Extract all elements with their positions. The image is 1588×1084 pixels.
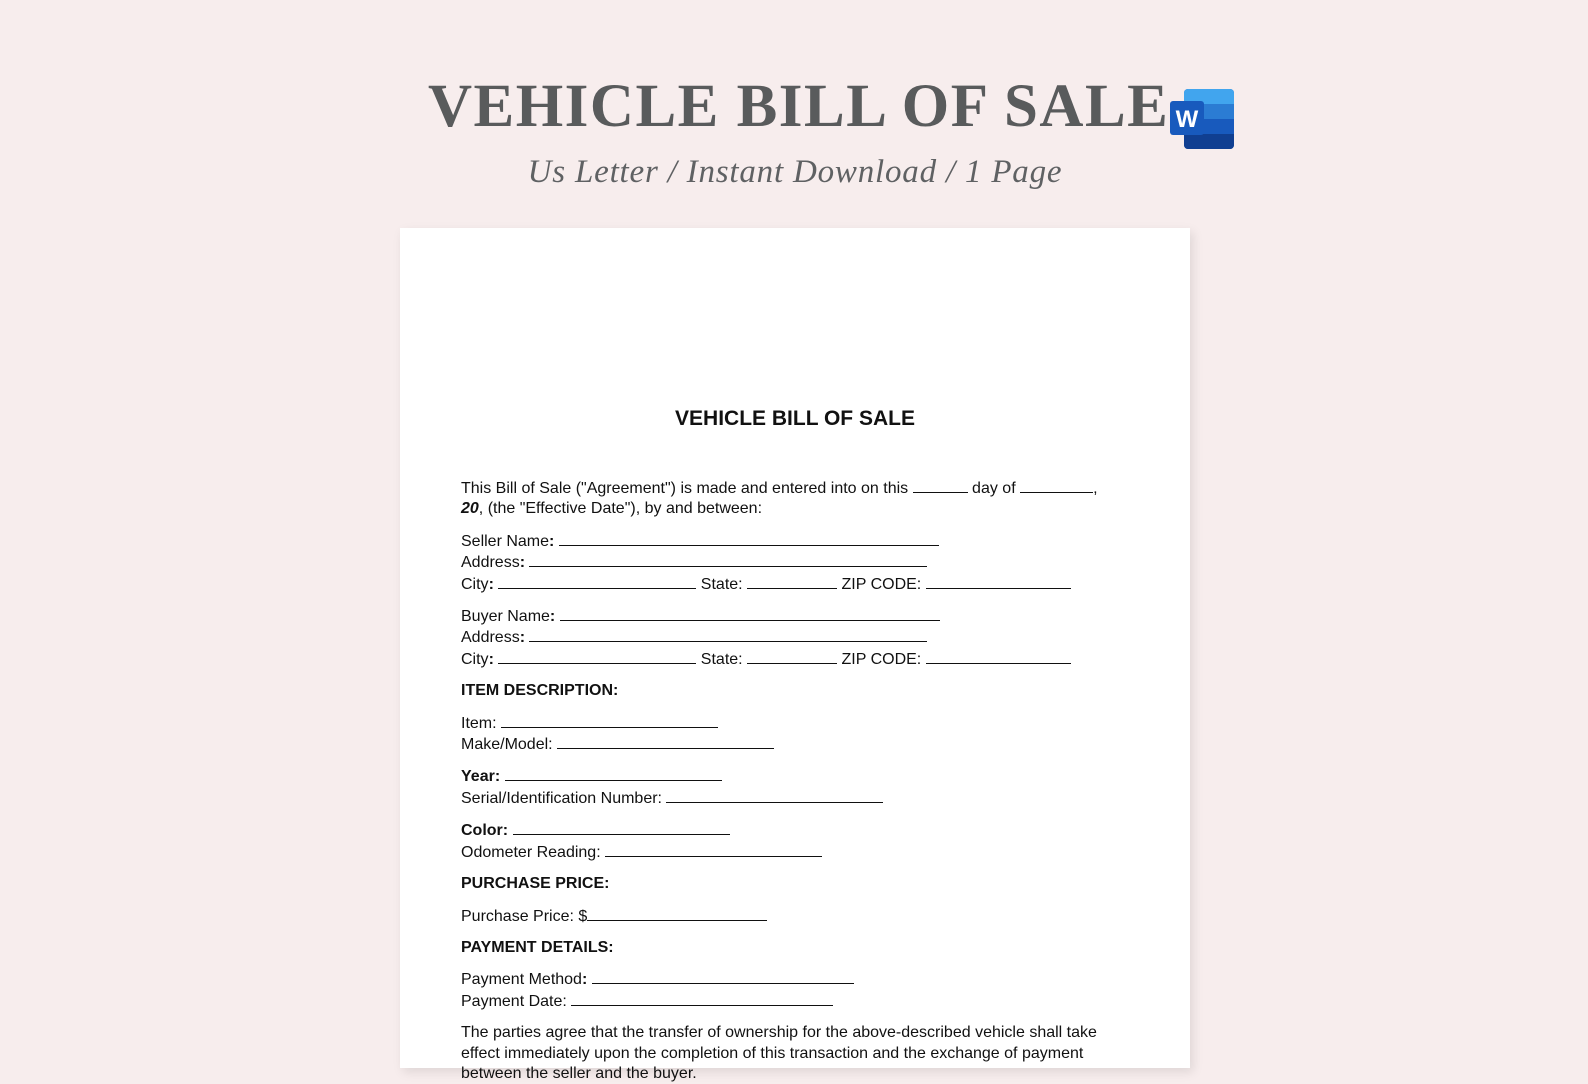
payment-date-blank xyxy=(571,991,833,1006)
purchase-price-blank xyxy=(587,906,767,921)
intro-line-2: 20, (the "Effective Date"), by and between: xyxy=(461,500,763,518)
serial-blank xyxy=(666,788,883,803)
item-blank xyxy=(501,713,718,728)
buyer-address-blank xyxy=(529,627,927,642)
seller-city-blank xyxy=(498,574,696,589)
odometer-blank xyxy=(605,842,822,857)
buyer-state-blank xyxy=(747,649,837,664)
color-line: Color: xyxy=(461,820,1121,841)
banner-subtitle: Us Letter / Instant Download / 1 Page xyxy=(527,154,1063,190)
color-blank xyxy=(513,820,730,835)
buyer-city-blank xyxy=(498,649,696,664)
seller-name-line: Seller Name: xyxy=(461,531,1121,552)
item-line: Item: xyxy=(461,713,1121,734)
seller-name-blank xyxy=(559,531,939,546)
serial-line: Serial/Identification Number: xyxy=(461,788,1121,809)
seller-zip-blank xyxy=(926,574,1071,589)
buyer-name-line: Buyer Name: xyxy=(461,606,1121,627)
payment-method-blank xyxy=(592,969,854,984)
odometer-line: Odometer Reading: xyxy=(461,842,1121,863)
buyer-zip-blank xyxy=(926,649,1071,664)
seller-city-line: City: State: ZIP CODE: xyxy=(461,574,1121,595)
seller-address-blank xyxy=(529,552,927,567)
month-blank xyxy=(1020,478,1093,493)
purchase-price-line: Purchase Price: $ xyxy=(461,906,1121,927)
seller-state-blank xyxy=(747,574,837,589)
document-page xyxy=(400,228,1190,1082)
make-model-blank xyxy=(557,734,774,749)
microsoft-word-icon xyxy=(1170,89,1234,149)
intro-line-1: This Bill of Sale ("Agreement") is made and entered into on this day of , xyxy=(461,480,1098,497)
buyer-city-line: City: State: ZIP CODE: xyxy=(461,649,1121,670)
item-description-heading: ITEM DESCRIPTION: xyxy=(461,682,619,700)
year-line: Year: xyxy=(461,766,1121,787)
buyer-name-blank xyxy=(560,606,940,621)
payment-method-line: Payment Method: xyxy=(461,969,1121,990)
payment-date-line: Payment Date: xyxy=(461,991,1121,1012)
year-blank xyxy=(505,766,722,781)
day-blank xyxy=(913,478,968,493)
word-icon-letter: W xyxy=(1175,106,1199,133)
banner-title: VEHICLE BILL OF SALE xyxy=(428,73,1170,140)
make-model-line: Make/Model: xyxy=(461,734,1121,755)
document-title: VEHICLE BILL OF SALE xyxy=(675,407,915,430)
seller-address-line: Address: xyxy=(461,552,1121,573)
closing-paragraph: The parties agree that the transfer of ownership for the above-described vehicle shall take effect immediately upon the completion of this transaction and the exchange of payment between the seller and the buyer. xyxy=(461,1024,1097,1082)
document-body xyxy=(461,478,1121,1084)
purchase-price-heading: PURCHASE PRICE: xyxy=(461,875,610,893)
buyer-address-line: Address: xyxy=(461,627,1121,648)
payment-details-heading: PAYMENT DETAILS: xyxy=(461,938,614,956)
